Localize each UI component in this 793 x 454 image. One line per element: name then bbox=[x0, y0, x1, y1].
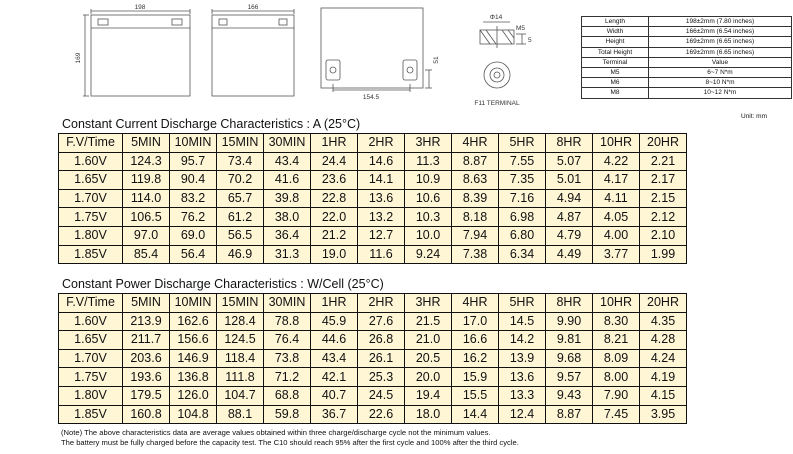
power-discharge-table bbox=[58, 293, 687, 424]
spec-row bbox=[582, 37, 792, 47]
value-cell: 23.6 bbox=[311, 171, 358, 190]
value-cell: 136.8 bbox=[170, 368, 217, 387]
table-row bbox=[59, 368, 687, 387]
spec-value: 169±2mm (6.65 inches) bbox=[649, 47, 792, 57]
value-cell: 20.0 bbox=[405, 368, 452, 387]
spec-value: 169±2mm (6.65 inches) bbox=[649, 37, 792, 47]
value-cell: 13.6 bbox=[358, 189, 405, 208]
value-cell: 8.30 bbox=[593, 312, 640, 331]
value-cell: 4.79 bbox=[546, 226, 593, 245]
table-row bbox=[59, 349, 687, 368]
value-cell: 4.15 bbox=[640, 386, 687, 405]
value-cell: 19.0 bbox=[311, 245, 358, 264]
terminal-height-dim: 51 bbox=[433, 56, 440, 64]
value-cell: 27.6 bbox=[358, 312, 405, 331]
column-header: 8HR bbox=[546, 294, 593, 313]
voltage-cell: 1.75V bbox=[59, 208, 123, 227]
value-cell: 11.6 bbox=[358, 245, 405, 264]
value-cell: 13.6 bbox=[499, 368, 546, 387]
value-cell: 4.28 bbox=[640, 331, 687, 350]
column-header: 10HR bbox=[593, 134, 640, 153]
value-cell: 11.3 bbox=[405, 152, 452, 171]
value-cell: 65.7 bbox=[217, 189, 264, 208]
value-cell: 213.9 bbox=[123, 312, 170, 331]
value-cell: 9.81 bbox=[546, 331, 593, 350]
value-cell: 2.10 bbox=[640, 226, 687, 245]
value-cell: 12.7 bbox=[358, 226, 405, 245]
value-cell: 118.4 bbox=[217, 349, 264, 368]
value-cell: 2.15 bbox=[640, 189, 687, 208]
value-cell: 76.2 bbox=[170, 208, 217, 227]
note-line-2: The battery must be fully charged before the capacity test. The C10 should reach 95% after the first cycle and 100% after the third cycle. bbox=[61, 438, 519, 447]
value-cell: 41.6 bbox=[264, 171, 311, 190]
front-view-drawing bbox=[83, 9, 190, 96]
terminal-name: F11 TERMINAL bbox=[474, 100, 520, 107]
value-cell: 17.0 bbox=[452, 312, 499, 331]
front-width-dim: 198 bbox=[134, 4, 146, 11]
value-cell: 70.2 bbox=[217, 171, 264, 190]
value-cell: 24.5 bbox=[358, 386, 405, 405]
value-cell: 44.6 bbox=[311, 331, 358, 350]
column-header: 4HR bbox=[452, 294, 499, 313]
value-cell: 203.6 bbox=[123, 349, 170, 368]
value-cell: 160.8 bbox=[123, 405, 170, 424]
value-cell: 61.2 bbox=[217, 208, 264, 227]
value-cell: 4.19 bbox=[640, 368, 687, 387]
voltage-cell: 1.80V bbox=[59, 226, 123, 245]
side-view-drawing bbox=[212, 9, 294, 96]
torque-row bbox=[582, 67, 792, 77]
value-cell: 22.0 bbox=[311, 208, 358, 227]
value-cell: 8.87 bbox=[452, 152, 499, 171]
column-header: F.V/Time bbox=[59, 294, 123, 313]
voltage-cell: 1.75V bbox=[59, 368, 123, 387]
column-header: 3HR bbox=[405, 294, 452, 313]
value-cell: 14.5 bbox=[499, 312, 546, 331]
value-cell: 18.0 bbox=[405, 405, 452, 424]
table-row bbox=[59, 331, 687, 350]
value-cell: 5.07 bbox=[546, 152, 593, 171]
torque-row bbox=[582, 88, 792, 98]
value-cell: 7.45 bbox=[593, 405, 640, 424]
value-cell: 4.17 bbox=[593, 171, 640, 190]
voltage-cell: 1.85V bbox=[59, 245, 123, 264]
column-header: 30MIN bbox=[264, 294, 311, 313]
column-header: 5MIN bbox=[123, 294, 170, 313]
column-header: 30MIN bbox=[264, 134, 311, 153]
voltage-cell: 1.65V bbox=[59, 331, 123, 350]
torque-header-row bbox=[582, 57, 792, 67]
value-cell: 56.4 bbox=[170, 245, 217, 264]
value-cell: 7.94 bbox=[452, 226, 499, 245]
value-cell: 156.6 bbox=[170, 331, 217, 350]
torque-value: 6~7 N*m bbox=[649, 67, 792, 77]
value-cell: 124.3 bbox=[123, 152, 170, 171]
value-cell: 46.9 bbox=[217, 245, 264, 264]
column-header: 8HR bbox=[546, 134, 593, 153]
value-cell: 4.49 bbox=[546, 245, 593, 264]
value-cell: 6.34 bbox=[499, 245, 546, 264]
value-cell: 8.21 bbox=[593, 331, 640, 350]
value-cell: 21.5 bbox=[405, 312, 452, 331]
table-row bbox=[59, 152, 687, 171]
value-cell: 68.8 bbox=[264, 386, 311, 405]
value-cell: 3.95 bbox=[640, 405, 687, 424]
value-cell: 85.4 bbox=[123, 245, 170, 264]
header-row bbox=[59, 294, 687, 313]
value-cell: 7.35 bbox=[499, 171, 546, 190]
voltage-cell: 1.85V bbox=[59, 405, 123, 424]
value-cell: 76.4 bbox=[264, 331, 311, 350]
table-row bbox=[59, 405, 687, 424]
column-header: 5HR bbox=[499, 294, 546, 313]
value-cell: 7.90 bbox=[593, 386, 640, 405]
column-header: 5HR bbox=[499, 134, 546, 153]
column-header: 20HR bbox=[640, 294, 687, 313]
value-cell: 8.39 bbox=[452, 189, 499, 208]
column-header: 4HR bbox=[452, 134, 499, 153]
table-row bbox=[59, 226, 687, 245]
spec-value: 166±2mm (6.54 inches) bbox=[649, 27, 792, 37]
value-cell: 45.9 bbox=[311, 312, 358, 331]
torque-row bbox=[582, 78, 792, 88]
value-cell: 43.4 bbox=[264, 152, 311, 171]
value-cell: 10.0 bbox=[405, 226, 452, 245]
value-cell: 7.38 bbox=[452, 245, 499, 264]
value-cell: 8.18 bbox=[452, 208, 499, 227]
value-cell: 38.0 bbox=[264, 208, 311, 227]
top-view-drawing bbox=[321, 8, 432, 92]
voltage-cell: 1.70V bbox=[59, 349, 123, 368]
voltage-cell: 1.60V bbox=[59, 312, 123, 331]
side-width-dim: 166 bbox=[247, 4, 259, 11]
voltage-cell: 1.60V bbox=[59, 152, 123, 171]
value-cell: 4.00 bbox=[593, 226, 640, 245]
value-cell: 114.0 bbox=[123, 189, 170, 208]
torque-header-value: Value bbox=[649, 57, 792, 67]
spec-key: Total Height bbox=[582, 47, 649, 57]
column-header: 10MIN bbox=[170, 134, 217, 153]
value-cell: 24.4 bbox=[311, 152, 358, 171]
value-cell: 73.4 bbox=[217, 152, 264, 171]
torque-key: M6 bbox=[582, 78, 649, 88]
column-header: 15MIN bbox=[217, 134, 264, 153]
value-cell: 36.4 bbox=[264, 226, 311, 245]
value-cell: 111.8 bbox=[217, 368, 264, 387]
value-cell: 16.6 bbox=[452, 331, 499, 350]
value-cell: 128.4 bbox=[217, 312, 264, 331]
value-cell: 6.98 bbox=[499, 208, 546, 227]
value-cell: 13.3 bbox=[499, 386, 546, 405]
current-table-title: Constant Current Discharge Characteristics : A (25°C) bbox=[62, 117, 361, 131]
value-cell: 8.09 bbox=[593, 349, 640, 368]
value-cell: 193.6 bbox=[123, 368, 170, 387]
table-row bbox=[59, 171, 687, 190]
table-row bbox=[59, 189, 687, 208]
value-cell: 69.0 bbox=[170, 226, 217, 245]
value-cell: 14.2 bbox=[499, 331, 546, 350]
spec-value: 198±2mm (7.80 inches) bbox=[649, 17, 792, 27]
value-cell: 162.6 bbox=[170, 312, 217, 331]
height-dim: 169 bbox=[75, 52, 82, 64]
value-cell: 36.7 bbox=[311, 405, 358, 424]
value-cell: 13.2 bbox=[358, 208, 405, 227]
column-header: 3HR bbox=[405, 134, 452, 153]
table-row bbox=[59, 386, 687, 405]
value-cell: 211.7 bbox=[123, 331, 170, 350]
column-header: 2HR bbox=[358, 134, 405, 153]
value-cell: 106.5 bbox=[123, 208, 170, 227]
value-cell: 20.5 bbox=[405, 349, 452, 368]
value-cell: 124.5 bbox=[217, 331, 264, 350]
voltage-cell: 1.70V bbox=[59, 189, 123, 208]
value-cell: 95.7 bbox=[170, 152, 217, 171]
column-header: 15MIN bbox=[217, 294, 264, 313]
value-cell: 126.0 bbox=[170, 386, 217, 405]
value-cell: 40.7 bbox=[311, 386, 358, 405]
value-cell: 9.68 bbox=[546, 349, 593, 368]
value-cell: 4.22 bbox=[593, 152, 640, 171]
value-cell: 43.4 bbox=[311, 349, 358, 368]
table-row bbox=[59, 312, 687, 331]
value-cell: 78.8 bbox=[264, 312, 311, 331]
column-header: 10HR bbox=[593, 294, 640, 313]
value-cell: 25.3 bbox=[358, 368, 405, 387]
value-cell: 4.94 bbox=[546, 189, 593, 208]
value-cell: 14.6 bbox=[358, 152, 405, 171]
spec-row bbox=[582, 27, 792, 37]
value-cell: 119.8 bbox=[123, 171, 170, 190]
value-cell: 14.1 bbox=[358, 171, 405, 190]
value-cell: 97.0 bbox=[123, 226, 170, 245]
value-cell: 9.57 bbox=[546, 368, 593, 387]
value-cell: 4.35 bbox=[640, 312, 687, 331]
value-cell: 2.17 bbox=[640, 171, 687, 190]
value-cell: 12.4 bbox=[499, 405, 546, 424]
value-cell: 10.9 bbox=[405, 171, 452, 190]
value-cell: 4.11 bbox=[593, 189, 640, 208]
value-cell: 59.8 bbox=[264, 405, 311, 424]
current-discharge-table bbox=[58, 133, 687, 264]
torque-key: M8 bbox=[582, 88, 649, 98]
column-header: F.V/Time bbox=[59, 134, 123, 153]
torque-value: 8~10 N*m bbox=[649, 78, 792, 88]
value-cell: 5.01 bbox=[546, 171, 593, 190]
value-cell: 2.21 bbox=[640, 152, 687, 171]
value-cell: 42.1 bbox=[311, 368, 358, 387]
value-cell: 22.8 bbox=[311, 189, 358, 208]
value-cell: 146.9 bbox=[170, 349, 217, 368]
value-cell: 15.5 bbox=[452, 386, 499, 405]
value-cell: 9.43 bbox=[546, 386, 593, 405]
value-cell: 56.5 bbox=[217, 226, 264, 245]
column-header: 5MIN bbox=[123, 134, 170, 153]
torque-key: M5 bbox=[582, 67, 649, 77]
value-cell: 31.3 bbox=[264, 245, 311, 264]
table-row bbox=[59, 208, 687, 227]
value-cell: 104.8 bbox=[170, 405, 217, 424]
header-row bbox=[59, 134, 687, 153]
column-header: 1HR bbox=[311, 294, 358, 313]
unit-label: Unit: mm bbox=[741, 113, 767, 120]
value-cell: 15.9 bbox=[452, 368, 499, 387]
torque-value: 10~12 N*m bbox=[649, 88, 792, 98]
value-cell: 19.4 bbox=[405, 386, 452, 405]
value-cell: 71.2 bbox=[264, 368, 311, 387]
spec-row bbox=[582, 17, 792, 27]
value-cell: 21.2 bbox=[311, 226, 358, 245]
column-header: 2HR bbox=[358, 294, 405, 313]
spec-key: Width bbox=[582, 27, 649, 37]
value-cell: 16.2 bbox=[452, 349, 499, 368]
table-row bbox=[59, 245, 687, 264]
voltage-cell: 1.65V bbox=[59, 171, 123, 190]
value-cell: 104.7 bbox=[217, 386, 264, 405]
column-header: 10MIN bbox=[170, 294, 217, 313]
terminal-dim-a: M5 bbox=[516, 25, 526, 32]
value-cell: 39.8 bbox=[264, 189, 311, 208]
value-cell: 8.00 bbox=[593, 368, 640, 387]
terminal-spacing-dim: 154.5 bbox=[362, 94, 380, 101]
value-cell: 179.5 bbox=[123, 386, 170, 405]
voltage-cell: 1.80V bbox=[59, 386, 123, 405]
value-cell: 8.87 bbox=[546, 405, 593, 424]
value-cell: 4.87 bbox=[546, 208, 593, 227]
value-cell: 26.1 bbox=[358, 349, 405, 368]
value-cell: 6.80 bbox=[499, 226, 546, 245]
value-cell: 4.05 bbox=[593, 208, 640, 227]
torque-header-key: Terminal bbox=[582, 57, 649, 67]
spec-key: Length bbox=[582, 17, 649, 27]
power-table-title: Constant Power Discharge Characteristics : W/Cell (25°C) bbox=[62, 277, 384, 291]
value-cell: 1.99 bbox=[640, 245, 687, 264]
value-cell: 2.12 bbox=[640, 208, 687, 227]
value-cell: 14.4 bbox=[452, 405, 499, 424]
value-cell: 22.6 bbox=[358, 405, 405, 424]
column-header: 1HR bbox=[311, 134, 358, 153]
value-cell: 88.1 bbox=[217, 405, 264, 424]
terminal-dim-b: 5 bbox=[528, 37, 532, 44]
value-cell: 83.2 bbox=[170, 189, 217, 208]
value-cell: 9.24 bbox=[405, 245, 452, 264]
value-cell: 4.24 bbox=[640, 349, 687, 368]
value-cell: 10.6 bbox=[405, 189, 452, 208]
value-cell: 21.0 bbox=[405, 331, 452, 350]
note-line-1: (Note) The above characteristics data are average values obtained within three charge/discharge cycle not the minimum values. bbox=[61, 428, 491, 437]
dimension-spec-table bbox=[581, 16, 792, 99]
value-cell: 90.4 bbox=[170, 171, 217, 190]
value-cell: 9.90 bbox=[546, 312, 593, 331]
value-cell: 13.9 bbox=[499, 349, 546, 368]
value-cell: 7.16 bbox=[499, 189, 546, 208]
value-cell: 8.63 bbox=[452, 171, 499, 190]
value-cell: 73.8 bbox=[264, 349, 311, 368]
spec-key: Height bbox=[582, 37, 649, 47]
spec-row bbox=[582, 47, 792, 57]
value-cell: 10.3 bbox=[405, 208, 452, 227]
value-cell: 26.8 bbox=[358, 331, 405, 350]
value-cell: 3.77 bbox=[593, 245, 640, 264]
terminal-dia-dim: Φ14 bbox=[489, 14, 503, 21]
value-cell: 7.55 bbox=[499, 152, 546, 171]
column-header: 20HR bbox=[640, 134, 687, 153]
